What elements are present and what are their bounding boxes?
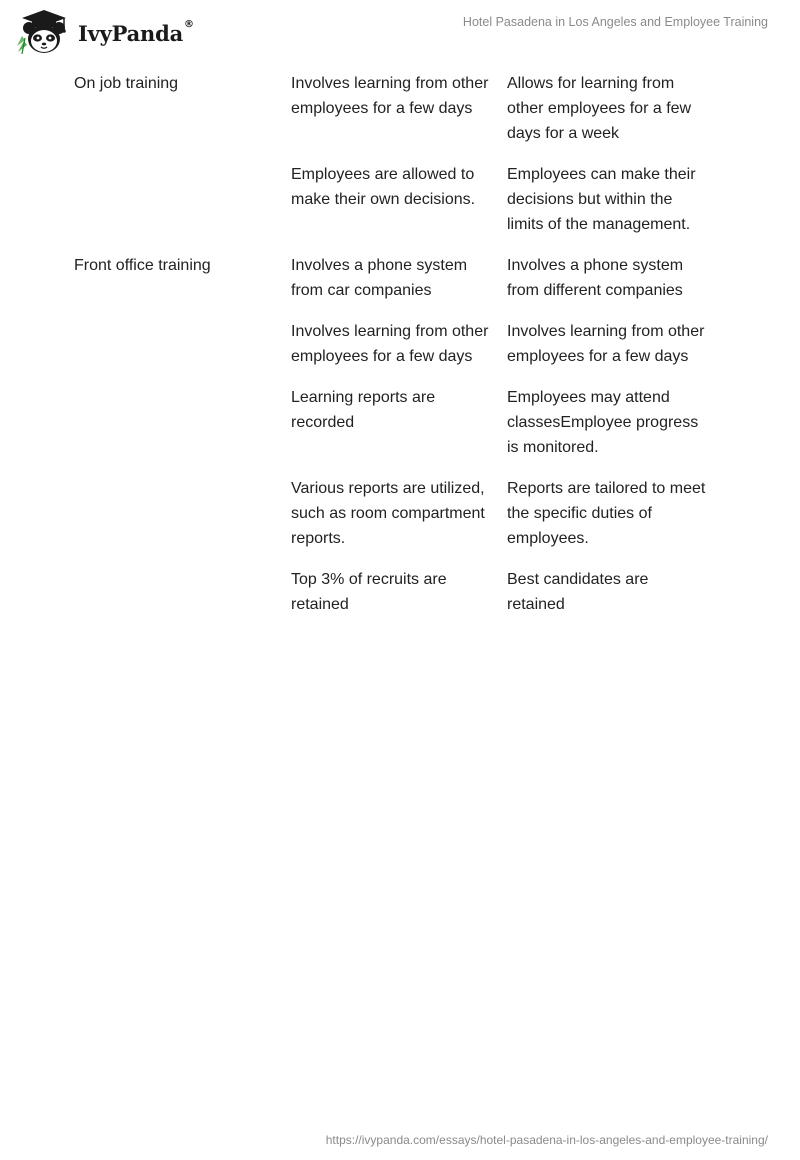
panda-graduate-icon [14,8,74,56]
table-row [291,319,734,385]
brand-name: IvyPanda® [78,18,194,46]
table-row [291,567,734,633]
table-group-front-office-training [74,253,734,633]
table-row [291,476,734,567]
training-comparison-table [74,71,734,633]
ivypanda-logo[interactable] [14,8,194,56]
table-cell: Reports are tailored to meet the specific duties of employees. [507,480,706,547]
table-row [291,253,734,319]
table-row [291,71,734,162]
registered-mark: ® [184,18,194,30]
table-cell: Involves learning from other employees for a few days [507,323,705,365]
table-row [291,162,734,253]
table-row [291,385,734,476]
page-header [0,0,800,60]
table-cell: Learning reports are recorded [291,389,436,431]
table-cell: Allows for learning from other employees for a few days for a week [507,75,692,142]
table-cell: Involves a phone system from different companies [507,257,684,299]
table-cell: Employees may attend classesEmployee progress is monitored. [507,389,699,456]
table-group-on-job-training [74,71,734,253]
table-cell: Employees are allowed to make their own decisions. [291,166,476,208]
table-cell: Involves a phone system from car companies [291,257,468,299]
table-cell: Involves learning from other employees for a few days [291,75,489,117]
table-cell: Various reports are utilized, such as room compartment reports. [291,480,485,547]
source-url-link[interactable]: https://ivypanda.com/essays/hotel-pasadena-in-los-angeles-and-employee-training/ [325,1133,768,1147]
group-label: On job training [74,75,179,92]
group-label: Front office training [74,257,211,274]
table-cell: Involves learning from other employees for a few days [291,323,489,365]
table-cell: Best candidates are retained [507,571,649,613]
table-cell: Employees can make their decisions but within the limits of the management. [507,166,696,233]
document-title: Hotel Pasadena in Los Angeles and Employee Training [462,15,768,29]
table-cell: Top 3% of recruits are retained [291,571,447,613]
